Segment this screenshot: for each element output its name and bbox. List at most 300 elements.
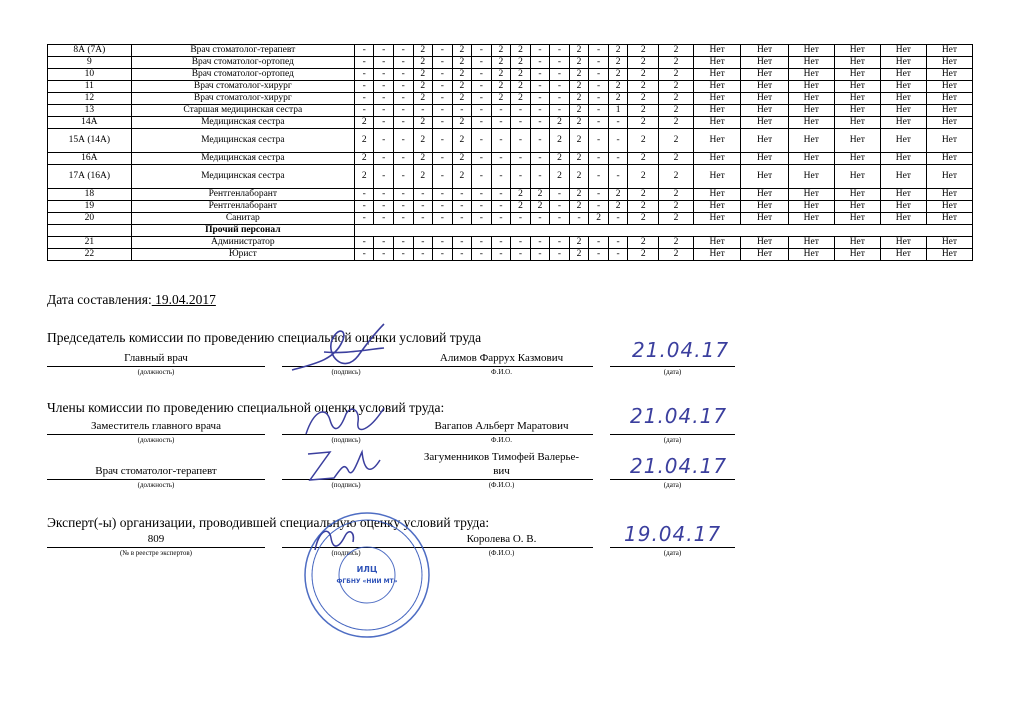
table-cell: 2: [511, 201, 531, 213]
table-cell: 2: [569, 189, 589, 201]
member2-cap-sign: (подпись): [331, 481, 361, 489]
table-cell: -: [374, 69, 394, 81]
table-cell: -: [433, 105, 453, 117]
table-cell: -: [589, 249, 609, 261]
members-heading: Члены комиссии по проведению специальной оценки условий труда:: [47, 400, 445, 415]
table-cell: -: [472, 57, 492, 69]
table-cell: 2: [569, 105, 589, 117]
table-cell: 2: [569, 153, 589, 165]
table-cell: 2: [628, 93, 659, 105]
table-cell: -: [472, 81, 492, 93]
table-cell: 2: [569, 93, 589, 105]
member1-cap-name: Ф.И.О.: [491, 436, 512, 444]
table-cell: -: [491, 117, 511, 129]
table-cell: -: [472, 237, 492, 249]
table-cell: -: [530, 57, 550, 69]
table-row: [48, 81, 973, 93]
table-cell: 2: [659, 81, 694, 93]
table-cell: Нет: [741, 213, 788, 225]
position-name: Юрист: [131, 249, 354, 261]
table-cell: -: [530, 93, 550, 105]
table-cell: -: [374, 153, 394, 165]
table-row: [48, 93, 973, 105]
table-cell: -: [472, 201, 492, 213]
row-number: 16А: [48, 153, 132, 165]
table-cell: Нет: [834, 213, 880, 225]
table-cell: 2: [569, 165, 589, 189]
table-cell: 2: [628, 57, 659, 69]
table-cell: -: [589, 237, 609, 249]
table-cell: Нет: [693, 153, 740, 165]
table-cell: Нет: [693, 93, 740, 105]
table-cell: Нет: [741, 201, 788, 213]
table-cell: -: [589, 117, 609, 129]
table-cell: -: [433, 213, 453, 225]
table-row: [48, 153, 973, 165]
table-cell: -: [393, 45, 413, 57]
table-cell: Нет: [741, 45, 788, 57]
table-row: [48, 213, 973, 225]
table-cell: -: [354, 81, 374, 93]
table-cell: -: [374, 249, 394, 261]
table-cell: Нет: [788, 57, 834, 69]
table-cell: Нет: [880, 153, 926, 165]
table-row: [48, 129, 973, 153]
table-cell: 2: [569, 69, 589, 81]
table-cell: 2: [569, 249, 589, 261]
table-cell: 2: [491, 57, 511, 69]
table-cell: -: [452, 105, 472, 117]
table-cell: Нет: [834, 117, 880, 129]
table-cell: Нет: [926, 201, 972, 213]
table-cell: -: [589, 57, 609, 69]
table-cell: -: [550, 201, 570, 213]
table-cell: Нет: [788, 105, 834, 117]
table-cell: 1: [608, 105, 628, 117]
table-cell: 2: [354, 165, 374, 189]
table-cell: Нет: [693, 189, 740, 201]
table-cell: Нет: [788, 129, 834, 153]
table-cell: -: [393, 237, 413, 249]
table-cell: -: [433, 153, 453, 165]
table-cell: Нет: [788, 81, 834, 93]
table-cell: -: [452, 213, 472, 225]
table-cell: -: [452, 249, 472, 261]
table-cell: -: [530, 153, 550, 165]
table-cell: -: [530, 81, 550, 93]
member1-position: Заместитель главного врача: [91, 420, 221, 432]
chair-cap-position: (должность): [137, 368, 175, 376]
table-cell: -: [354, 201, 374, 213]
table-cell: -: [452, 189, 472, 201]
table-cell: 2: [550, 129, 570, 153]
row-number: 8А (7А): [48, 45, 132, 57]
table-cell: 2: [511, 69, 531, 81]
table-cell: -: [433, 45, 453, 57]
table-cell: -: [472, 213, 492, 225]
table-cell: 2: [413, 153, 433, 165]
table-cell: Нет: [693, 81, 740, 93]
table-cell: Нет: [693, 165, 740, 189]
table-cell: Нет: [834, 105, 880, 117]
table-cell: 2: [628, 201, 659, 213]
table-cell: Нет: [693, 237, 740, 249]
table-cell: 2: [659, 165, 694, 189]
position-name: Врач стоматолог-ортопед: [131, 69, 354, 81]
table-cell: Нет: [880, 237, 926, 249]
table-cell: Нет: [834, 249, 880, 261]
table-row: [48, 201, 973, 213]
table-cell: -: [374, 45, 394, 57]
table-cell: -: [550, 45, 570, 57]
table-cell: -: [433, 129, 453, 153]
table-cell: -: [550, 189, 570, 201]
table-cell: Нет: [788, 189, 834, 201]
table-cell: 2: [608, 93, 628, 105]
row-number: 20: [48, 213, 132, 225]
table-cell: -: [608, 153, 628, 165]
table-cell: 2: [569, 129, 589, 153]
table-cell: -: [608, 117, 628, 129]
table-cell: Нет: [880, 117, 926, 129]
table-cell: -: [374, 117, 394, 129]
position-name: Рентгенлаборант: [131, 189, 354, 201]
row-number: 10: [48, 69, 132, 81]
table-cell: -: [550, 69, 570, 81]
table-cell: -: [393, 105, 413, 117]
table-cell: -: [433, 189, 453, 201]
table-cell: -: [393, 69, 413, 81]
table-cell: 2: [452, 129, 472, 153]
table-cell: 2: [659, 237, 694, 249]
table-cell: Нет: [788, 117, 834, 129]
table-cell: -: [433, 249, 453, 261]
table-cell: -: [472, 93, 492, 105]
table-cell: 2: [659, 69, 694, 81]
table-cell: Нет: [926, 249, 972, 261]
table-cell: -: [491, 165, 511, 189]
table-cell: Нет: [693, 45, 740, 57]
table-cell: -: [608, 249, 628, 261]
table-cell: -: [393, 81, 413, 93]
table-cell: -: [433, 93, 453, 105]
table-cell: -: [472, 153, 492, 165]
table-cell: 2: [491, 69, 511, 81]
table-cell: 2: [628, 213, 659, 225]
table-cell: -: [550, 81, 570, 93]
table-cell: 2: [550, 165, 570, 189]
table-cell: -: [491, 201, 511, 213]
table-cell: -: [491, 189, 511, 201]
expert-number: 809: [147, 533, 165, 545]
table-cell: 2: [491, 45, 511, 57]
table-cell: Нет: [880, 129, 926, 153]
table-cell: 2: [511, 81, 531, 93]
position-name: Медицинская сестра: [131, 117, 354, 129]
table-cell: Нет: [741, 249, 788, 261]
table-cell: 2: [659, 201, 694, 213]
table-cell: Нет: [880, 81, 926, 93]
table-cell: Нет: [880, 249, 926, 261]
table-cell: Нет: [693, 213, 740, 225]
table-cell: Нет: [880, 213, 926, 225]
table-cell: -: [550, 105, 570, 117]
section-title: Прочий персонал: [131, 225, 354, 237]
table-cell: -: [589, 153, 609, 165]
table-cell: Нет: [741, 129, 788, 153]
table-cell: -: [393, 213, 413, 225]
expert-handwritten-date: 19.04.17: [624, 522, 722, 546]
table-cell: -: [589, 129, 609, 153]
member2-cap-name: (Ф.И.О.): [488, 481, 515, 489]
table-cell: 2: [608, 69, 628, 81]
table-cell: -: [354, 57, 374, 69]
table-cell: -: [472, 249, 492, 261]
chair-cap-sign: (подпись): [331, 368, 361, 376]
table-cell: -: [413, 105, 433, 117]
table-cell: 2: [452, 81, 472, 93]
member1-cap-date: (дата): [663, 436, 682, 444]
table-cell: -: [589, 165, 609, 189]
table-cell: Нет: [741, 69, 788, 81]
row-number: 11: [48, 81, 132, 93]
table-cell: Нет: [788, 201, 834, 213]
table-cell: -: [393, 249, 413, 261]
table-cell: Нет: [926, 69, 972, 81]
sout-results-table: [47, 44, 973, 261]
table-cell: -: [608, 237, 628, 249]
table-cell: 2: [452, 117, 472, 129]
table-cell: 2: [569, 117, 589, 129]
table-cell: -: [530, 249, 550, 261]
row-number: 15А (14А): [48, 129, 132, 153]
table-cell: -: [530, 129, 550, 153]
table-cell: -: [393, 201, 413, 213]
table-cell: 2: [413, 57, 433, 69]
expert-name: Королева О. В.: [466, 533, 537, 545]
table-cell: 2: [354, 153, 374, 165]
member2-handwritten-date: 21.04.17: [630, 454, 728, 478]
table-cell: -: [393, 57, 413, 69]
table-cell: Нет: [834, 93, 880, 105]
table-cell: Нет: [926, 153, 972, 165]
table-row: [48, 105, 973, 117]
row-number: 14А: [48, 117, 132, 129]
table-cell: Нет: [741, 189, 788, 201]
table-cell: 2: [608, 57, 628, 69]
table-cell: 2: [569, 45, 589, 57]
table-cell: 2: [354, 129, 374, 153]
expert-cap-sign: (подпись): [331, 549, 361, 557]
table-cell: Нет: [880, 93, 926, 105]
table-cell: Нет: [693, 105, 740, 117]
table-cell: -: [374, 189, 394, 201]
organization-stamp: [302, 510, 432, 640]
table-cell: 2: [452, 45, 472, 57]
table-cell: -: [530, 105, 550, 117]
chair-position: Главный врач: [124, 352, 188, 364]
table-cell: Нет: [834, 165, 880, 189]
table-cell: Нет: [926, 129, 972, 153]
table-cell: Нет: [788, 165, 834, 189]
table-cell: Нет: [741, 93, 788, 105]
table-cell: 2: [659, 213, 694, 225]
table-cell: Нет: [926, 237, 972, 249]
table-cell: 2: [530, 189, 550, 201]
table-cell: Нет: [926, 189, 972, 201]
table-cell: Нет: [880, 189, 926, 201]
table-cell: -: [511, 165, 531, 189]
table-cell: -: [433, 57, 453, 69]
table-cell: -: [511, 129, 531, 153]
position-name: Медицинская сестра: [131, 129, 354, 153]
table-cell: -: [472, 45, 492, 57]
table-cell: Нет: [926, 105, 972, 117]
table-cell: 2: [659, 129, 694, 153]
table-cell: Нет: [880, 105, 926, 117]
member2-cap-position: (должность): [137, 481, 175, 489]
table-cell: -: [354, 213, 374, 225]
chair-name: Алимов Фаррух Казмович: [439, 352, 564, 364]
table-cell: Нет: [693, 129, 740, 153]
table-cell: 2: [452, 165, 472, 189]
table-cell: -: [433, 117, 453, 129]
table-cell: -: [550, 237, 570, 249]
table-cell: Нет: [926, 57, 972, 69]
member2-cap-date: (дата): [663, 481, 682, 489]
stamp-center-top: ИЛЦ: [356, 565, 378, 574]
table-cell: -: [354, 105, 374, 117]
table-cell: 2: [569, 201, 589, 213]
table-cell: Нет: [834, 237, 880, 249]
table-cell: -: [374, 237, 394, 249]
table-cell: Нет: [880, 201, 926, 213]
table-cell: Нет: [880, 57, 926, 69]
member2-signature: [300, 440, 390, 490]
position-name: Администратор: [131, 237, 354, 249]
table-cell: 2: [354, 117, 374, 129]
table-cell: Нет: [741, 105, 788, 117]
table-cell: Нет: [693, 57, 740, 69]
table-cell: -: [589, 93, 609, 105]
table-cell: 2: [530, 201, 550, 213]
table-cell: 2: [628, 117, 659, 129]
chair-cap-name: Ф.И.О.: [491, 368, 512, 376]
table-cell: 2: [511, 189, 531, 201]
table-cell: Нет: [741, 81, 788, 93]
position-name: Старшая медицинская сестра: [131, 105, 354, 117]
row-number: 13: [48, 105, 132, 117]
table-cell: -: [550, 57, 570, 69]
table-cell: -: [511, 249, 531, 261]
table-cell: -: [530, 69, 550, 81]
table-cell: Нет: [741, 165, 788, 189]
table-cell: Нет: [926, 165, 972, 189]
table-cell: Нет: [693, 249, 740, 261]
table-cell: Нет: [834, 69, 880, 81]
table-cell: 2: [413, 117, 433, 129]
table-cell: 2: [589, 213, 609, 225]
table-cell: -: [393, 165, 413, 189]
table-cell: 2: [413, 93, 433, 105]
table-cell: 2: [413, 129, 433, 153]
table-cell: -: [413, 213, 433, 225]
table-cell: -: [354, 45, 374, 57]
table-cell: Нет: [834, 153, 880, 165]
table-cell: -: [393, 93, 413, 105]
table-cell: 2: [413, 45, 433, 57]
table-cell: -: [511, 237, 531, 249]
table-cell: Нет: [788, 69, 834, 81]
table-cell: -: [491, 213, 511, 225]
chair-handwritten-date: 21.04.17: [632, 338, 730, 362]
table-cell: -: [550, 93, 570, 105]
row-number: 19: [48, 201, 132, 213]
chair-heading: Председатель комиссии по проведению специальной оценки условий труда: [47, 330, 482, 345]
table-cell: -: [374, 57, 394, 69]
table-cell: Нет: [926, 45, 972, 57]
table-cell: Нет: [880, 45, 926, 57]
position-name: Врач стоматолог-хирург: [131, 93, 354, 105]
table-row: [48, 45, 973, 57]
table-cell: 2: [628, 81, 659, 93]
expert-cap-date: (дата): [663, 549, 682, 557]
member1-cap-sign: (подпись): [331, 436, 361, 444]
table-cell: -: [550, 213, 570, 225]
table-cell: -: [354, 237, 374, 249]
table-cell: -: [472, 117, 492, 129]
table-cell: -: [413, 237, 433, 249]
table-cell: -: [530, 45, 550, 57]
member2-name-line1: Загуменников Тимофей Валерье-: [423, 451, 580, 463]
chair-signature: [284, 312, 404, 387]
table-cell: -: [589, 81, 609, 93]
table-cell: -: [589, 201, 609, 213]
table-cell: -: [530, 165, 550, 189]
table-cell: 2: [569, 81, 589, 93]
table-cell: 2: [628, 237, 659, 249]
date-value: 19.04.2017: [151, 292, 216, 307]
table-cell: -: [393, 153, 413, 165]
table-cell: -: [550, 249, 570, 261]
table-cell: -: [589, 105, 609, 117]
table-cell: -: [413, 201, 433, 213]
table-cell: 2: [659, 45, 694, 57]
table-cell: 2: [452, 93, 472, 105]
row-number: 18: [48, 189, 132, 201]
table-cell: -: [472, 165, 492, 189]
table-cell: Нет: [880, 165, 926, 189]
table-cell: 2: [628, 249, 659, 261]
table-cell: 2: [608, 189, 628, 201]
table-cell: -: [511, 153, 531, 165]
row-number: 21: [48, 237, 132, 249]
table-cell: 2: [628, 189, 659, 201]
table-row: [48, 165, 973, 189]
table-row: [48, 69, 973, 81]
table-cell: Нет: [788, 213, 834, 225]
table-cell: 2: [511, 57, 531, 69]
table-cell: 2: [659, 57, 694, 69]
table-cell: 2: [628, 129, 659, 153]
member1-cap-position: (должность): [137, 436, 175, 444]
table-cell: -: [530, 213, 550, 225]
position-name: Санитар: [131, 213, 354, 225]
table-cell: Нет: [834, 189, 880, 201]
table-cell: 2: [608, 45, 628, 57]
table-cell: -: [433, 237, 453, 249]
table-cell: 2: [659, 93, 694, 105]
